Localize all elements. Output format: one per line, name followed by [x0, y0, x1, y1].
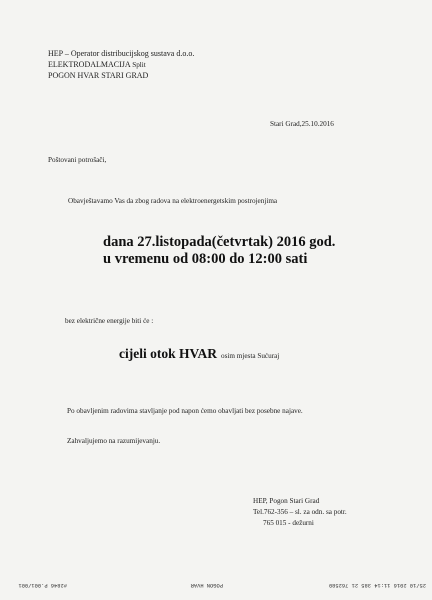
greeting: Poštovani potrošači, [48, 156, 107, 164]
sender-division [48, 61, 146, 69]
affected-area-main: cijeli otok HVAR [119, 346, 217, 361]
sender-division-city: Split [132, 61, 146, 69]
outage-time: u vremenu od 08:00 do 12:00 sati [103, 251, 308, 267]
intro-paragraph: Obavještavamo Vas da zbog radova na elektroenergetskim postrojenjima [68, 197, 278, 205]
thanks-line: Zahvaljujemo na razumijevanju. [67, 437, 161, 445]
sender-division-name: ELEKTRODALMACIJA [48, 60, 131, 69]
outage-date: dana 27.listopada(četvrtak) 2016 god. [103, 234, 336, 250]
fax-footer [0, 578, 432, 592]
signature-phone: Tel.762-356 – sl. za odn. sa potr. [253, 508, 347, 516]
fax-page-number: #2846 P.001/001 [18, 582, 67, 588]
restoration-notice: Po obavljenim radovima stavljanje pod napon ćemo obavljati bez posebne najave. [67, 407, 303, 415]
signature-unit: HEP, Pogon Stari Grad [253, 497, 320, 505]
without-power-label: bez električne energije biti će : [65, 317, 154, 325]
sender-unit: POGON HVAR STARI GRAD [48, 71, 149, 80]
affected-area [119, 346, 279, 362]
place-date: Stari Grad,25.10.2016 [270, 120, 334, 128]
sender-company: HEP – Operator distribucijskog sustava d.o.o. [48, 49, 195, 58]
fax-timestamp: 25/10 2016 11:14 385 21 762580 [328, 582, 426, 588]
signature-duty-phone: 765 015 - dežurni [263, 519, 314, 527]
affected-area-exception: osim mjesta Sućuraj [221, 352, 280, 360]
fax-sender: POGON HVAR [190, 582, 223, 588]
